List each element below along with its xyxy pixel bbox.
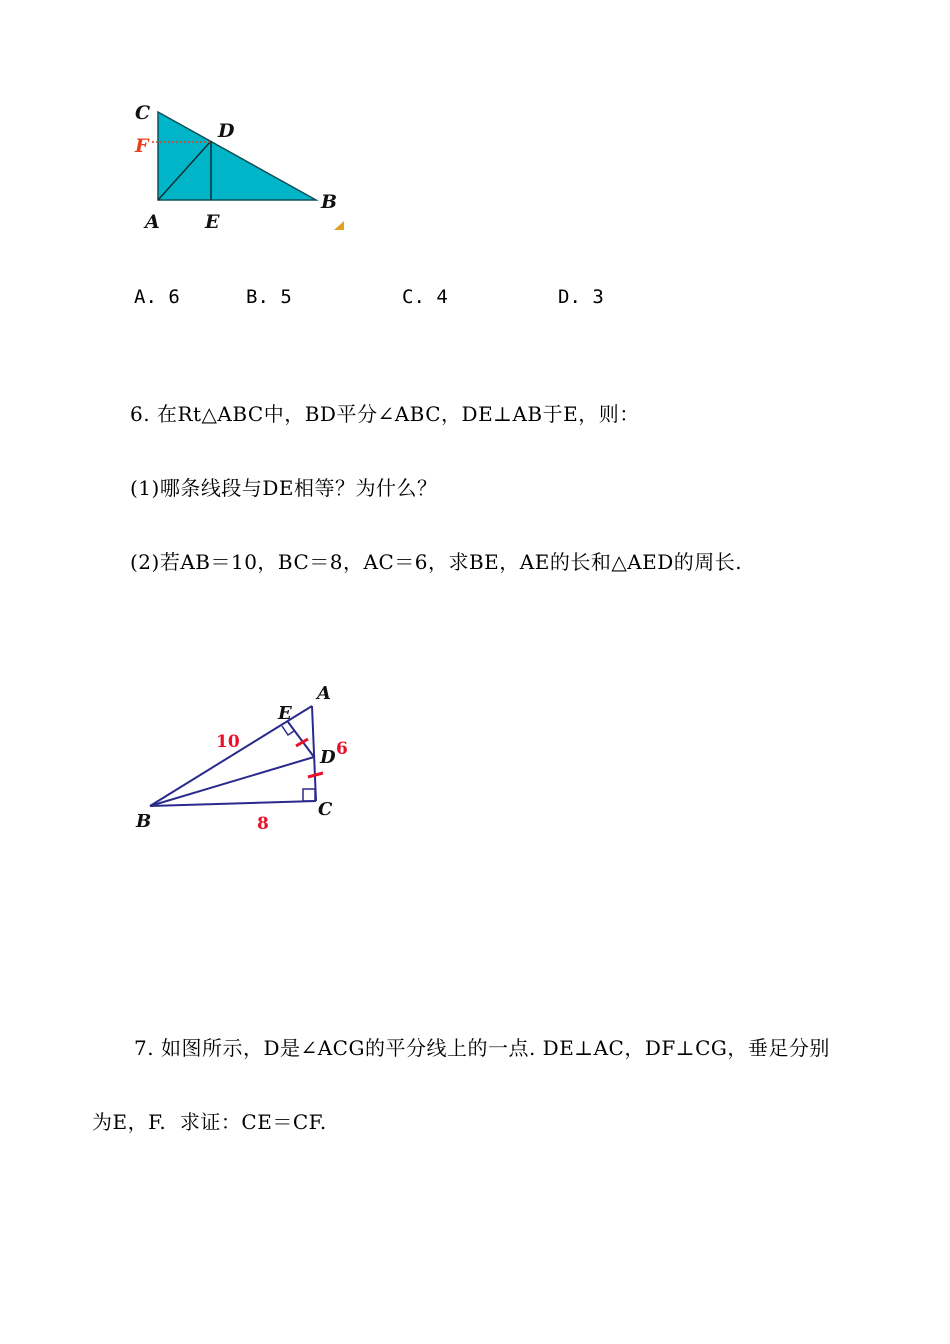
measure-BC: 8 — [257, 814, 269, 834]
triangle-figure-1 — [125, 95, 365, 245]
measure-AC: 6 — [336, 739, 348, 759]
triangle-figure-2 — [130, 675, 370, 835]
choice-a: A. 6 — [134, 286, 180, 308]
segment-DE — [288, 722, 314, 757]
q7-line2: 为E，F. 求证：CE＝CF. — [92, 1110, 327, 1134]
label-D: D — [320, 747, 336, 768]
label-C: C — [135, 102, 151, 124]
segment-BC — [150, 801, 316, 806]
label-A: A — [145, 211, 160, 233]
choice-b: B. 5 — [246, 286, 292, 308]
q6-part2: (2)若AB＝10，BC＝8，AC＝6，求BE，AE的长和△AED的周长. — [130, 550, 743, 574]
triangle-fill — [158, 112, 316, 200]
label-D: D — [218, 120, 235, 142]
label-C: C — [318, 799, 333, 820]
label-F: F — [135, 135, 149, 157]
measure-AB: 10 — [216, 732, 240, 752]
q7-line1: 7. 如图所示，D是∠ACG的平分线上的一点. DE⊥AC，DF⊥CG，垂足分别 — [134, 1036, 830, 1060]
label-B: B — [321, 191, 338, 213]
label-A: A — [317, 683, 331, 704]
label-E: E — [205, 211, 220, 233]
choice-c: C. 4 — [402, 286, 448, 308]
segment-BD — [150, 757, 314, 806]
q6-part1: (1)哪条线段与DE相等？为什么？ — [130, 476, 438, 500]
pencil-icon — [334, 221, 344, 230]
choice-d: D. 3 — [558, 286, 604, 308]
q6-stem: 6. 在Rt△ABC中，BD平分∠ABC，DE⊥AB于E，则： — [130, 402, 640, 426]
right-angle-mark-C — [303, 789, 315, 801]
label-B: B — [136, 811, 152, 832]
tick-mark-DC — [308, 773, 323, 777]
label-E: E — [278, 703, 292, 724]
